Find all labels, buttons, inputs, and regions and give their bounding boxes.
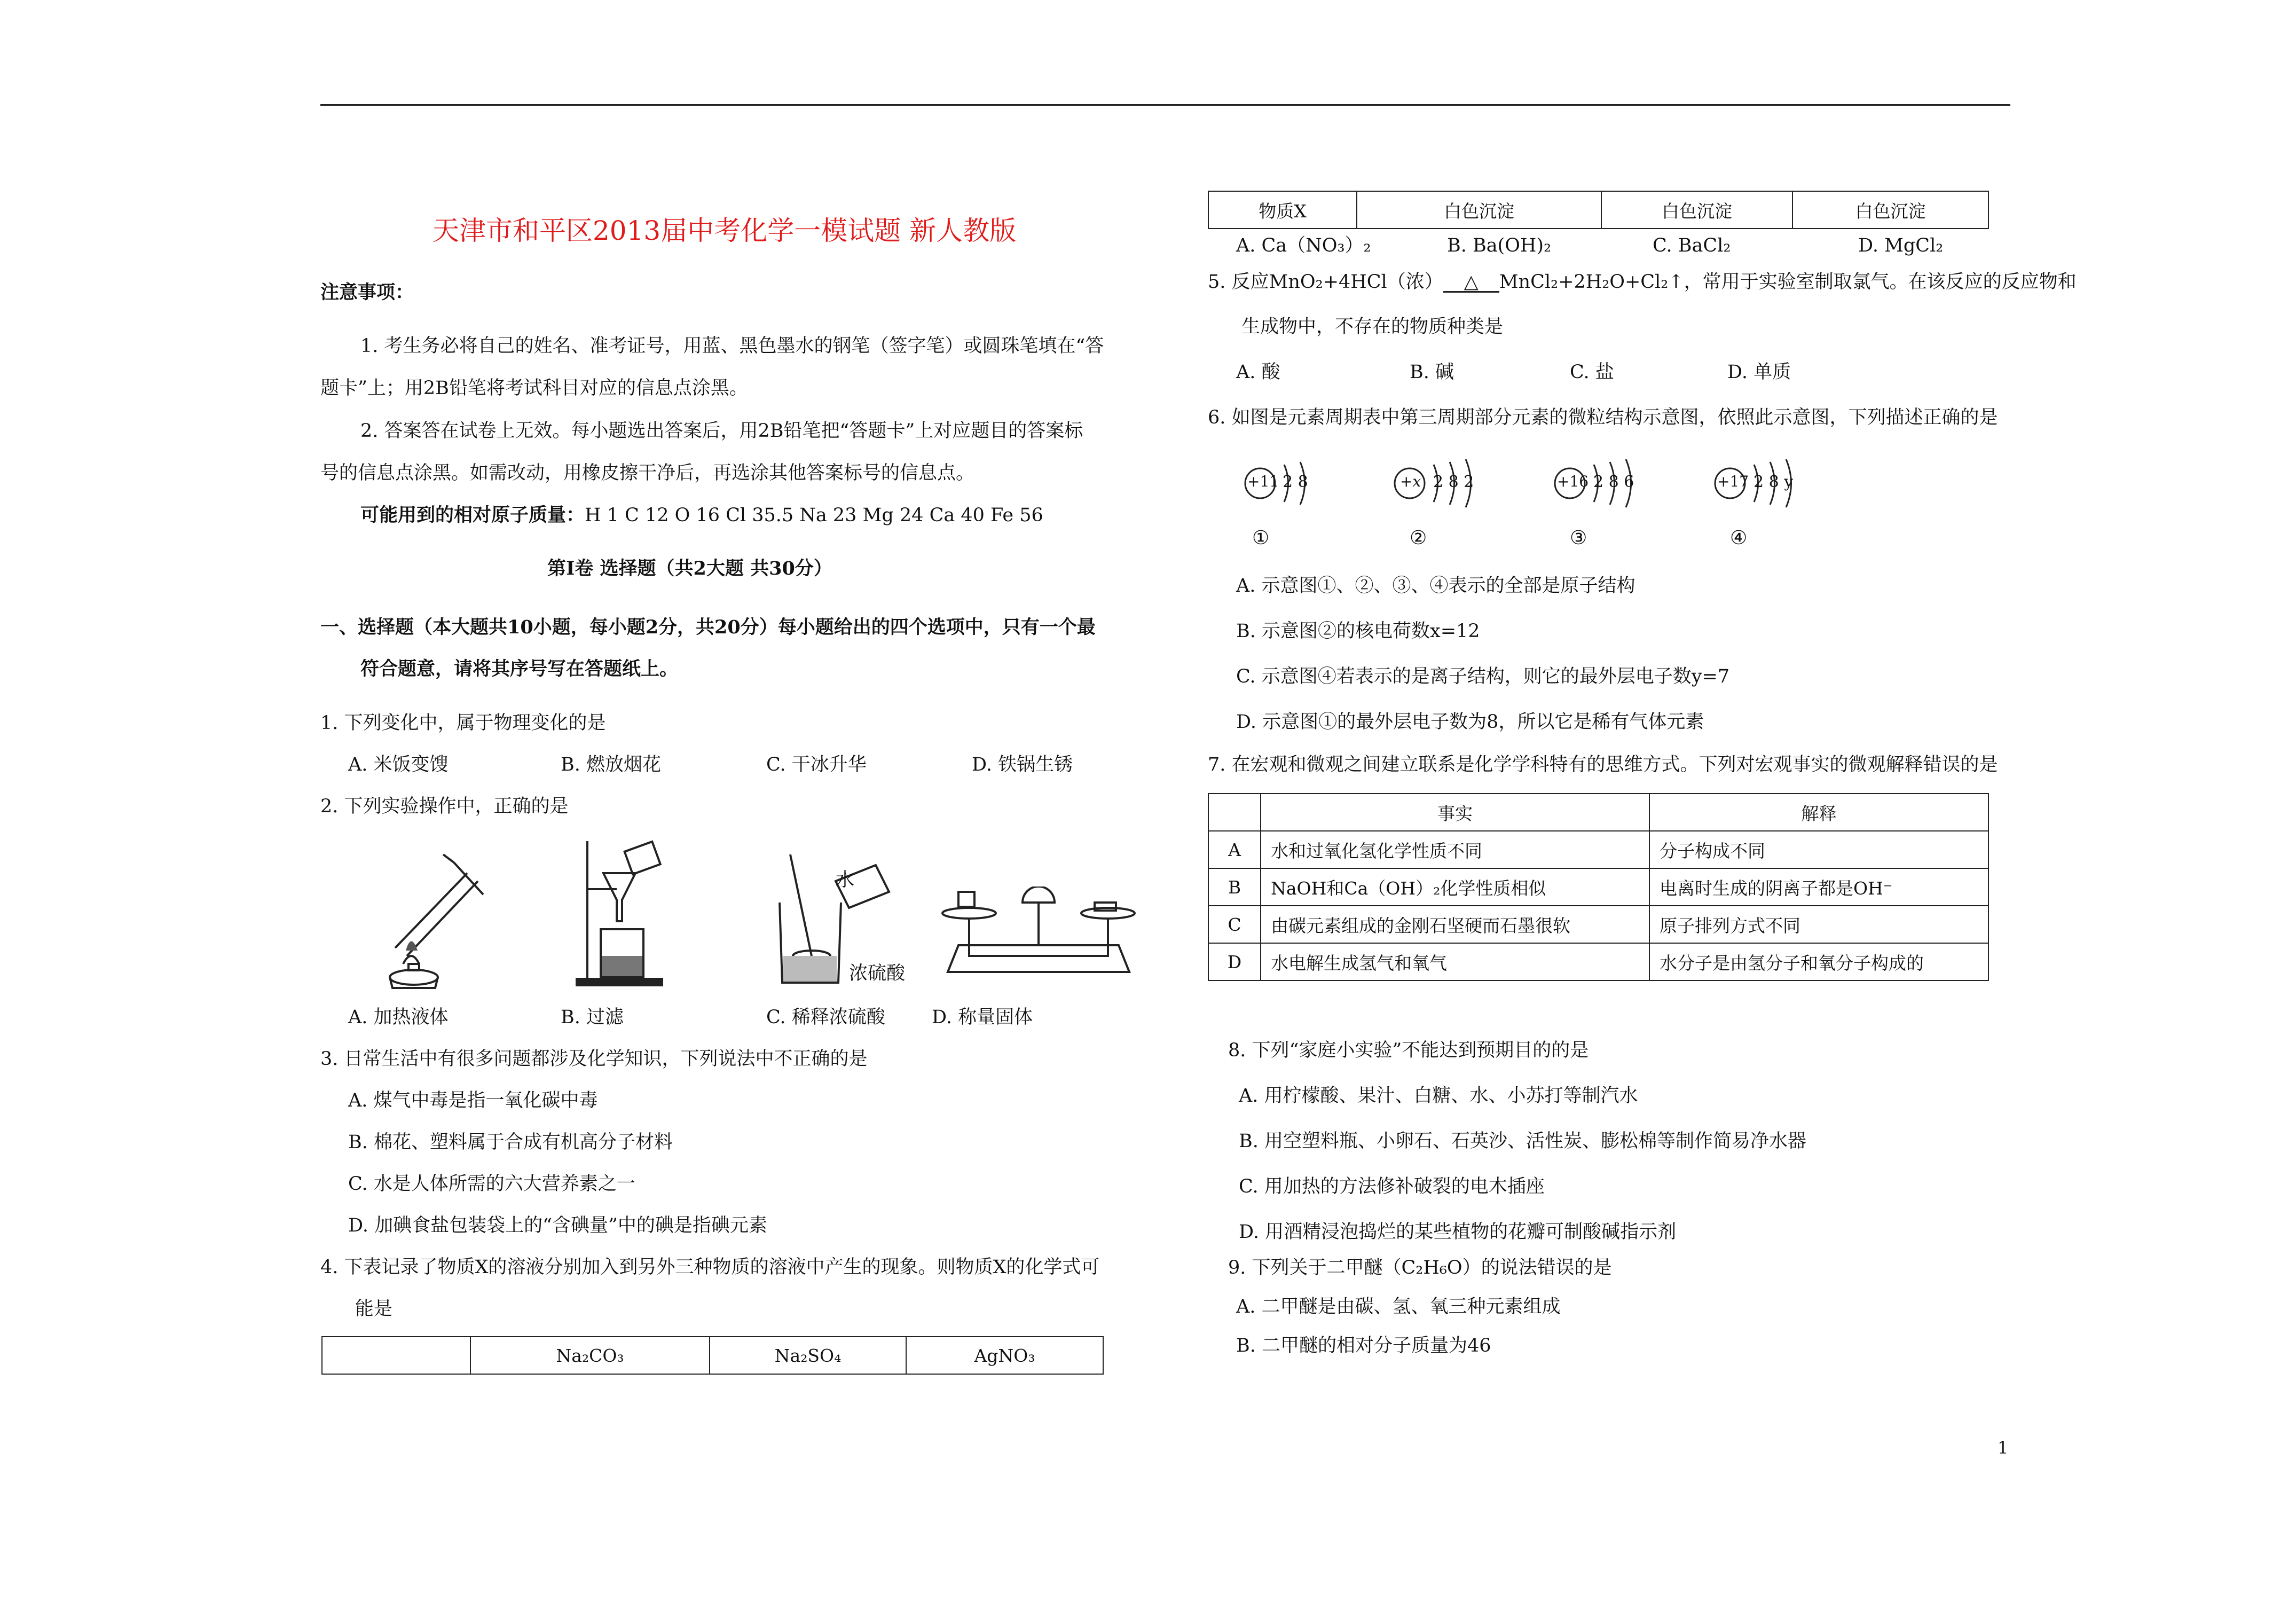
q2-option-d: D. 称量固体 <box>932 1007 1033 1028</box>
atomic-mass-values: H 1 C 12 O 16 Cl 35.5 Na 23 Mg 24 Ca 40 Fe 56 <box>585 505 1043 526</box>
q7-header-cell <box>1208 794 1261 831</box>
atom-2-shells: 2 8 2 <box>1433 473 1474 491</box>
q9-option-a: A. 二甲醚是由碳、氢、氧三种元素组成 <box>1236 1296 1561 1317</box>
notice-item-2b: 号的信息点涂黑。如需改动，用橡皮擦干净后，再选涂其他答案标号的信息点。 <box>320 462 975 484</box>
q9-stem: 9. 下列关于二甲醚（C₂H₆O）的说法错误的是 <box>1228 1257 1612 1278</box>
q5-stem-part1: 5. 反应MnO₂+4HCl（浓） <box>1208 271 1443 293</box>
q8-option-c: C. 用加热的方法修补破裂的电木插座 <box>1239 1176 1545 1197</box>
atom-2-label: ② <box>1410 527 1427 549</box>
q7-fact-cell: 由碳元素组成的金刚石坚硬而石墨很软 <box>1261 906 1649 943</box>
q4-option-a: A. Ca（NO₃）₂ <box>1236 235 1371 256</box>
q1-option-a: A. 米饭变馊 <box>348 754 449 775</box>
q5-stem-part2: MnCl₂+2H₂O+Cl₂↑，常用于实验室制取氯气。在该反应的反应物和 <box>1499 271 2077 293</box>
section-title: 第Ⅰ卷 选择题（共2大题 共30分） <box>547 558 832 579</box>
q4-option-d: D. MgCl₂ <box>1858 235 1944 256</box>
acid-label: 浓硫酸 <box>849 963 906 984</box>
q3-option-c: C. 水是人体所需的六大营养素之一 <box>348 1173 635 1195</box>
q3-stem: 3. 日常生活中有很多问题都涉及化学知识，下列说法中不正确的是 <box>320 1048 868 1070</box>
q7-stem: 7. 在宏观和微观之间建立联系是化学学科特有的思维方式。下列对宏观事实的微观解释错误的是 <box>1208 754 1998 775</box>
q7-row-label: B <box>1208 868 1261 906</box>
atom-diagram-1 <box>1239 457 1330 555</box>
q4-stem-a: 4. 下表记录了物质X的溶液分别加入到另外三种物质的溶液中产生的现象。则物质X的化学式可 <box>320 1257 1100 1278</box>
q4-header-cell: AgNO₃ <box>906 1337 1103 1374</box>
atom-4-label: ④ <box>1730 527 1748 549</box>
q7-fact-cell: 水和过氧化氢化学性质不同 <box>1261 831 1649 868</box>
balance-figure <box>937 886 1140 977</box>
atom-3-nucleus: +16 <box>1557 473 1589 490</box>
q4-row-cell: 物质X <box>1208 191 1357 229</box>
q4-row-cell: 白色沉淀 <box>1792 191 1988 229</box>
q6-option-d: D. 示意图①的最外层电子数为8，所以它是稀有气体元素 <box>1236 711 1704 733</box>
q8-option-b: B. 用空塑料瓶、小卵石、石英沙、活性炭、膨松棉等制作简易净水器 <box>1239 1131 1806 1152</box>
atomic-mass-label: 可能用到的相对原子质量： <box>360 504 585 526</box>
atom-4-shells: 2 8 y <box>1754 473 1794 491</box>
q2-option-c: C. 稀释浓硫酸 <box>766 1007 885 1028</box>
atom-3-shells: 2 8 6 <box>1593 473 1634 491</box>
q7-header-cell: 事实 <box>1261 794 1649 831</box>
q4-table-row <box>1208 191 1989 229</box>
q6-option-a: A. 示意图①、②、③、④表示的全部是原子结构 <box>1236 575 1635 597</box>
q4-option-c: C. BaCl₂ <box>1653 235 1731 256</box>
filtration-figure <box>566 836 673 991</box>
atom-2-nucleus: +x <box>1400 473 1421 490</box>
q1-stem: 1. 下列变化中，属于物理变化的是 <box>320 712 606 734</box>
q4-header-cell <box>322 1337 470 1374</box>
q7-explanation-cell: 电离时生成的阴离子都是OH⁻ <box>1649 868 1988 906</box>
q1-option-c: C. 干冰升华 <box>766 754 867 775</box>
q4-row-cell: 白色沉淀 <box>1601 191 1792 229</box>
atom-diagram-4 <box>1709 457 1815 555</box>
q1-option-d: D. 铁锅生锈 <box>972 754 1073 775</box>
q4-stem-b: 能是 <box>355 1298 393 1320</box>
q4-table-header <box>321 1336 1104 1375</box>
q8-option-a: A. 用柠檬酸、果汁、白糖、水、小苏打等制汽水 <box>1239 1085 1638 1107</box>
atom-1-shells: 2 8 <box>1283 473 1308 491</box>
q6-stem: 6. 如图是元素周期表中第三周期部分元素的微粒结构示意图，依照此示意图，下列描述正确的是 <box>1208 407 1998 428</box>
q2-option-b: B. 过滤 <box>561 1007 624 1028</box>
notice-item-1b: 题卡”上；用2B铅笔将考试科目对应的信息点涂黑。 <box>320 378 748 399</box>
q3-option-b: B. 棉花、塑料属于合成有机高分子材料 <box>348 1132 673 1153</box>
q5-option-d: D. 单质 <box>1727 362 1791 383</box>
q1-option-b: B. 燃放烟花 <box>561 754 661 775</box>
q7-explanation-cell: 水分子是由氢分子和氧分子构成的 <box>1649 943 1988 980</box>
page-number: 1 <box>1998 1438 2009 1458</box>
q7-row-label: C <box>1208 906 1261 943</box>
q2-option-a: A. 加热液体 <box>348 1007 449 1028</box>
q5-option-a: A. 酸 <box>1236 362 1280 383</box>
atom-3-label: ③ <box>1570 527 1587 549</box>
q8-stem: 8. 下列“家庭小实验”不能达到预期目的的是 <box>1228 1040 1589 1061</box>
q6-option-c: C. 示意图④若表示的是离子结构，则它的最外层电子数y=7 <box>1236 666 1730 687</box>
notice-item-2a: 2. 答案答在试卷上无效。每小题选出答案后，用2B铅笔把“答题卡”上对应题目的答案标 <box>360 420 1083 442</box>
q3-option-d: D. 加碘食盐包装袋上的“含碘量”中的碘是指碘元素 <box>348 1215 767 1236</box>
q5-stem-b: 生成物中，不存在的物质种类是 <box>1241 316 1504 338</box>
q5-option-b: B. 碱 <box>1410 362 1454 383</box>
q7-row-label: A <box>1208 831 1261 868</box>
q9-option-b: B. 二甲醚的相对分子质量为46 <box>1236 1335 1491 1356</box>
q4-option-b: B. Ba(OH)₂ <box>1447 235 1552 256</box>
heating-liquid-figure <box>374 841 497 991</box>
q4-header-cell: Na₂SO₄ <box>710 1337 906 1374</box>
q4-row-cell: 白色沉淀 <box>1357 191 1601 229</box>
notice-heading: 注意事项： <box>320 281 414 303</box>
q7-fact-cell: 水电解生成氢气和氧气 <box>1261 943 1649 980</box>
page-title: 天津市和平区2013届中考化学一模试题 新人教版 <box>433 215 1017 246</box>
header-rule <box>320 104 2010 106</box>
water-label: 水 <box>836 869 855 891</box>
q3-option-a: A. 煤气中毒是指一氧化碳中毒 <box>348 1090 598 1111</box>
q7-header-cell: 解释 <box>1649 794 1988 831</box>
q8-option-d: D. 用酒精浸泡捣烂的某些植物的花瓣可制酸碱指示剂 <box>1239 1221 1677 1243</box>
atom-diagram-3 <box>1548 457 1655 555</box>
q7-table <box>1208 793 1989 981</box>
q6-option-b: B. 示意图②的核电荷数x=12 <box>1236 621 1480 642</box>
q5-option-c: C. 盐 <box>1570 362 1614 383</box>
q7-row-label: D <box>1208 943 1261 980</box>
heat-delta-symbol: △ <box>1443 273 1499 293</box>
q7-explanation-cell: 分子构成不同 <box>1649 831 1988 868</box>
notice-item-1a: 1. 考生务必将自己的姓名、准考证号，用蓝、黑色墨水的钢笔（签字笔）或圆珠笔填在“答 <box>360 335 1104 357</box>
atom-1-label: ① <box>1252 527 1270 549</box>
part1-instructions-1: 一、选择题（本大题共10小题，每小题2分，共20分）每小题给出的四个选项中，只有一个最 <box>320 616 1096 638</box>
q2-stem: 2. 下列实验操作中，正确的是 <box>320 796 569 817</box>
atom-1-nucleus: +11 <box>1247 473 1279 490</box>
part1-instructions-2: 符合题意，请将其序号写在答题纸上。 <box>360 658 679 680</box>
q7-explanation-cell: 原子排列方式不同 <box>1649 906 1988 943</box>
q7-fact-cell: NaOH和Ca（OH）₂化学性质相似 <box>1261 868 1649 906</box>
atom-4-nucleus: +17 <box>1717 473 1749 490</box>
atom-diagram-2 <box>1388 457 1495 555</box>
q4-header-cell: Na₂CO₃ <box>470 1337 710 1374</box>
